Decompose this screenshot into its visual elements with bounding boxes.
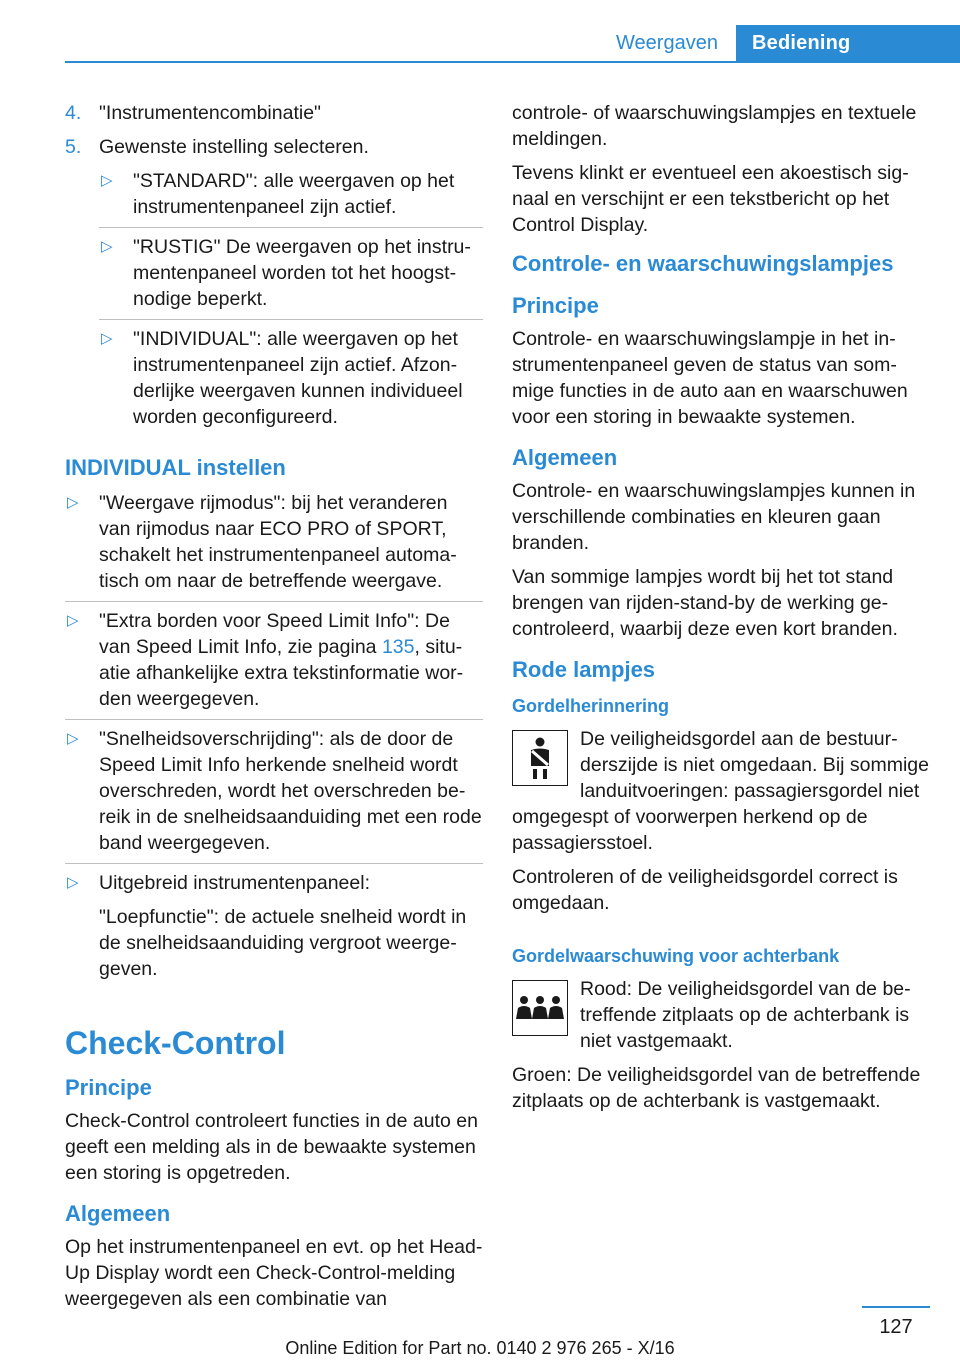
bullet-text-part: , situatie afhankelijke extra tekstinformatie worden weergegeven. — [99, 636, 464, 710]
bullet-weergave-rijmodus — [65, 490, 483, 608]
paragraph-principe: Controle- en waarschuwingslampje in het instrumentenpaneel geven de status van sommige functies in de auto aan en waarschuwen voor een storing in bewaakte systemen. — [512, 328, 908, 428]
subheading-principe: Principe — [65, 1075, 152, 1100]
step-text: Gewenste instelling selecteren. — [99, 136, 369, 158]
sub-bullet-rustig — [99, 234, 483, 326]
step-text: "Instrumentencombinatie" — [99, 102, 321, 124]
section-heading-controle: Controle- en waarschuwingslampjes — [512, 251, 894, 276]
triangle-bullet-icon: ▷ — [101, 238, 113, 255]
subheading-algemeen: Algemeen — [65, 1201, 171, 1226]
paragraph-algemeen-2: Van sommige lampjes wordt bij het tot stand brengen van rijden-stand-by de werking gecontroleerd, waarbij deze even kort branden. — [512, 566, 898, 640]
paragraph-algemeen: Op het instrumentenpaneel en evt. op het Head-Up Display wordt een Check-Control-melding weergegeven als een combinatie van — [65, 1236, 483, 1310]
bullet-uitgebreid — [65, 870, 483, 996]
bullet-text: "RUSTIG" De weergaven op het instrumentenpaneel worden tot het hoogstnodige beperkt. — [133, 236, 471, 310]
right-column — [512, 100, 930, 1122]
rear-seatbelt-icon — [512, 980, 568, 1036]
bullet-text: Uitgebreid instrumentenpaneel: — [99, 872, 371, 894]
numbered-step-5 — [65, 134, 483, 160]
bullet-snelheidsoverschrijding — [65, 726, 483, 870]
triangle-bullet-icon: ▷ — [67, 612, 79, 629]
bullet-text: "STANDARD": alle weergaven op het instrumentenpaneel zijn actief. — [133, 170, 455, 218]
bullet-divider — [99, 227, 483, 228]
bullet-extra-borden — [65, 608, 483, 726]
gordel-block — [512, 726, 930, 864]
subheading-algemeen: Algemeen — [512, 445, 618, 470]
edition-footer: Online Edition for Part no. 0140 2 976 265 - X/16 — [285, 1338, 675, 1358]
subheading-principe: Principe — [512, 293, 599, 318]
step-number: 5. — [65, 136, 82, 158]
bullet-text: "INDIVIDUAL": alle weergaven op het instrumentenpaneel zijn actief. Afzonderlijke weergaven kunnen individueel worden geconfigureerd. — [133, 328, 463, 428]
bullet-text: "Weergave rijmodus": bij het veranderen van rijmodus naar ECO PRO of SPORT, schakelt het instrumentenpaneel automatisch om naar de betreffende weergave. — [99, 492, 457, 592]
bullet-divider — [65, 601, 483, 602]
bullet-text: "Snelheidsoverschrijding": als de door de Speed Limit Info herkende snelheid wordt overschreden, wordt het overschreden bereik in de snelheidsaanduiding met een rode band weergegeven. — [99, 728, 482, 854]
header-rule — [65, 61, 736, 63]
subheading-gordelherinnering: Gordelherinnering — [512, 696, 670, 716]
triangle-bullet-icon: ▷ — [67, 494, 79, 511]
section-heading-rode-lampjes: Rode lampjes — [512, 657, 656, 682]
triangle-bullet-icon: ▷ — [101, 330, 113, 347]
paragraph-gordel-check: Controleren of de veiligheidsgordel correct is omgedaan. — [512, 866, 898, 914]
bullet-text — [99, 610, 463, 710]
step-number: 4. — [65, 102, 82, 124]
numbered-step-4 — [65, 100, 483, 126]
section-heading-individual: INDIVIDUAL instellen — [65, 455, 286, 480]
paragraph-algemeen-1: Controle- en waarschuwingslampjes kunnen in verschillende combinaties en kleuren gaan branden. — [512, 480, 916, 554]
bullet-continuation: "Loepfunctie": de actuele snelheid wordt in de snelheidsaanduiding vergroot weergegeven. — [99, 906, 467, 980]
tab-bediening[interactable]: Bediening — [736, 25, 960, 63]
paragraph-achter-groen: Groen: De veiligheidsgordel van de betreffende zitplaats op de achterbank is vastgemaakt. — [512, 1064, 921, 1112]
seatbelt-warning-icon — [512, 730, 568, 786]
paragraph-achter-rood: Rood: De veiligheidsgordel van de betreffende zitplaats op de achterbank is niet vastgemaakt. — [580, 978, 911, 1052]
tab-weergaven[interactable]: Weergaven — [616, 32, 718, 54]
page-number: 127 — [879, 1316, 913, 1338]
bullet-divider — [99, 319, 483, 320]
paragraph-gordel: De veiligheidsgordel aan de bestuurderszijde is niet omgedaan. Bij sommige landuitvoeringen: passagiersgordel niet omgegespt of voorwerpen herkend op de passagiersstoel. — [512, 728, 930, 854]
triangle-bullet-icon: ▷ — [101, 172, 113, 189]
left-column — [65, 100, 483, 1320]
triangle-bullet-icon: ▷ — [67, 874, 79, 891]
footer-rule — [862, 1306, 930, 1308]
achterbank-block — [512, 976, 930, 1062]
sub-bullet-standard — [99, 168, 483, 234]
paragraph-tevens: Tevens klinkt er eventueel een akoestisch signaal en verschijnt er een tekstbericht op het Control Display. — [512, 162, 909, 236]
chapter-heading-check-control: Check-Control — [65, 1025, 286, 1061]
paragraph-principe: Check-Control controleert functies in de auto en geeft een melding als in de bewaakte systemen een storing is opgetreden. — [65, 1110, 478, 1184]
bullet-divider — [65, 719, 483, 720]
sub-bullet-individual — [99, 326, 483, 444]
subheading-achterbank: Gordelwaarschuwing voor achterbank — [512, 946, 840, 966]
page-link[interactable]: 135 — [381, 636, 415, 658]
paragraph-continuation: controle- of waarschuwingslampjes en textuele meldingen. — [512, 102, 917, 150]
bullet-text-part: "Extra borden voor Speed Limit Info": De van Speed Limit Info, zie pagina — [99, 610, 450, 658]
page-header — [0, 25, 960, 63]
triangle-bullet-icon: ▷ — [67, 730, 79, 747]
bullet-divider — [65, 863, 483, 864]
